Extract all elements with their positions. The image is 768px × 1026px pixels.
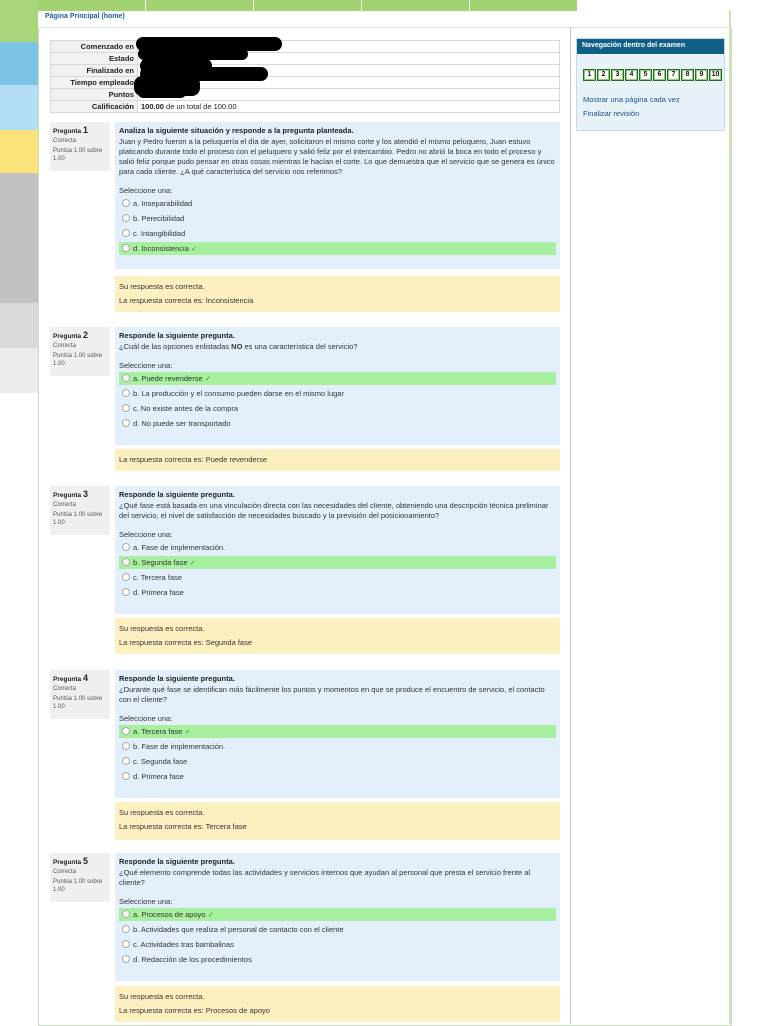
feedback-box <box>115 618 560 654</box>
answer-option[interactable]: d. Primera fase <box>119 586 556 599</box>
grade-score: 100.00 <box>141 102 164 111</box>
answer-option-correct[interactable]: a. Tercera fase ✓ <box>119 725 556 738</box>
radio-button[interactable] <box>122 419 130 427</box>
summary-label: Calificación <box>51 101 138 113</box>
question-text: ¿Durante qué fase se identifican más fácilmente los puntos y momentos en que se produce el encuentro de servicio, el contacto con el cliente? <box>119 685 545 704</box>
question-info <box>50 327 110 376</box>
radio-button[interactable] <box>122 199 130 207</box>
question-heading: Analiza la siguiente situación y responde a la pregunta planteada. <box>119 126 354 135</box>
summary-label: Tiempo empleado <box>51 77 138 89</box>
finish-review-link[interactable]: Finalizar revisión <box>583 109 640 118</box>
question-points: Puntúa 1.00 sobre 1.00 <box>53 879 103 893</box>
feedback-text: Su respuesta es correcta. <box>119 808 205 817</box>
feedback-text: Su respuesta es correcta. <box>119 624 205 633</box>
check-icon: ✓ <box>184 727 191 736</box>
radio-button[interactable] <box>122 404 130 412</box>
answer-option-correct[interactable]: a. Procesos de apoyo ✓ <box>119 908 556 921</box>
breadcrumb-home-link[interactable]: Página Principal (home) <box>45 13 125 20</box>
question-text: ¿Qué fase está basada en una vinculación directa con las necesidades del cliente, obteniendo una descripción técnica preliminar del servicio, el nivel de satisfacción de necesidades buscado y la previsión del posicionamiento? <box>119 501 549 520</box>
question-state: Correcta <box>53 138 77 144</box>
answer-option-correct[interactable]: a. Puede revenderse ✓ <box>119 372 556 385</box>
correct-answer-text: La respuesta correcta es: Inconsistencia <box>119 296 254 305</box>
question-state: Correcta <box>53 343 77 349</box>
question-text: Juan y Pedro fueron a la peluquería el día de ayer, solicitaron el mismo corte y los atendió el mismo peluquero, Juan estuvo platicando durante todo el proceso con el peluquero y salió feliz por el intercambio. Pedro no abrió la boca en todo el proceso y salió feliz porque pudo pensar en otras cosas mientras le hacían el corte. Lo que demuestra que el servicio que se genera es único para cada cliente. ¿A qué característica del servicio nos referimos? <box>119 137 555 176</box>
radio-button[interactable] <box>122 925 130 933</box>
question-heading: Responde la siguiente pregunta. <box>119 490 235 499</box>
answer-option[interactable]: b. Perecibilidad <box>119 212 556 225</box>
nav-question-button[interactable]: 2 <box>597 69 610 81</box>
question-content <box>115 670 560 798</box>
column-divider <box>570 27 571 1024</box>
answer-option[interactable]: d. No puede ser transportado <box>119 417 556 430</box>
select-one-label: Seleccione una: <box>119 361 173 370</box>
question-points: Puntúa 1.00 sobre 1.00 <box>53 696 103 710</box>
question-text: ¿Qué elemento comprende todas las actividades y servicios internos que ayudan al personal que presta el servicio frente al cliente? <box>119 868 531 887</box>
radio-button[interactable] <box>122 229 130 237</box>
question-number: Pregunta 4 <box>53 673 88 683</box>
answer-option[interactable]: b. Fase de implementación. <box>119 740 556 753</box>
correct-answer-text: La respuesta correcta es: Puede revenderse <box>119 455 268 464</box>
question-number: Pregunta 3 <box>53 489 88 499</box>
radio-button[interactable] <box>122 742 130 750</box>
question-points: Puntúa 1.00 sobre 1.00 <box>53 512 103 526</box>
nav-question-button[interactable]: 7 <box>667 69 680 81</box>
answer-option[interactable]: d. Redacción de los procedimientos <box>119 953 556 966</box>
answer-option[interactable]: a. Fase de implementación. <box>119 541 556 554</box>
question-state: Correcta <box>53 502 77 508</box>
question-info <box>50 853 110 902</box>
answer-option-correct[interactable]: b. Segunda fase ✓ <box>119 556 556 569</box>
radio-button-selected[interactable] <box>122 374 130 382</box>
answer-option-correct[interactable]: d. Inconsistencia ✓ <box>119 242 556 255</box>
feedback-box <box>115 449 560 471</box>
attempt-summary-table <box>50 40 560 113</box>
radio-button[interactable] <box>122 588 130 596</box>
grade-total: de un total de 100.00 <box>163 102 237 111</box>
check-icon: ✓ <box>207 910 214 919</box>
answer-option[interactable]: b. Actividades que realiza el personal de contacto con el cliente <box>119 923 556 936</box>
question-content <box>115 486 560 614</box>
answer-option[interactable]: c. No existe antes de la compra <box>119 402 556 415</box>
radio-button[interactable] <box>122 543 130 551</box>
question-content <box>115 122 560 269</box>
nav-question-button[interactable]: 10 <box>709 69 722 81</box>
check-icon: ✓ <box>204 374 212 383</box>
radio-button-selected[interactable] <box>122 244 130 252</box>
question-points: Puntúa 1.00 sobre 1.00 <box>53 353 103 367</box>
nav-question-button[interactable]: 5 <box>639 69 652 81</box>
radio-button[interactable] <box>122 573 130 581</box>
summary-label: Comenzado en <box>51 41 138 53</box>
summary-label: Finalizado en <box>51 65 138 77</box>
grade-value <box>138 101 560 113</box>
question-state: Correcta <box>53 686 77 692</box>
left-color-strip <box>0 0 38 1024</box>
question-info <box>50 486 110 535</box>
select-one-label: Seleccione una: <box>119 530 173 539</box>
answer-option[interactable]: b. La producción y el consumo pueden darse en el mismo lugar <box>119 387 556 400</box>
check-icon: ✓ <box>190 244 198 253</box>
question-points: Puntúa 1.00 sobre 1.00 <box>53 148 103 162</box>
nav-question-button[interactable]: 8 <box>681 69 694 81</box>
radio-button[interactable] <box>122 389 130 397</box>
answer-option[interactable]: d. Primera fase <box>119 770 556 783</box>
radio-button[interactable] <box>122 955 130 963</box>
correct-answer-text: La respuesta correcta es: Tercera fase <box>119 822 247 831</box>
answer-option[interactable]: a. Inseparabilidad <box>119 197 556 210</box>
nav-question-button[interactable]: 1 <box>583 69 596 81</box>
top-tabs <box>38 0 578 11</box>
answer-option[interactable]: c. Segunda fase <box>119 755 556 768</box>
radio-button[interactable] <box>122 940 130 948</box>
correct-answer-text: La respuesta correcta es: Procesos de apoyo <box>119 1006 270 1015</box>
question-info <box>50 670 110 719</box>
redaction-mark <box>138 88 186 98</box>
answer-option[interactable]: c. Actividades tras bambalinas <box>119 938 556 951</box>
question-number: Pregunta 5 <box>53 856 88 866</box>
answer-option[interactable]: c. Tercera fase <box>119 571 556 584</box>
check-icon: ✓ <box>189 558 197 567</box>
select-one-label: Seleccione una: <box>119 186 173 195</box>
question-heading: Responde la siguiente pregunta. <box>119 674 235 683</box>
answer-option[interactable]: c. Intangibilidad <box>119 227 556 240</box>
nav-question-button[interactable]: 6 <box>653 69 666 81</box>
question-heading: Responde la siguiente pregunta. <box>119 331 235 340</box>
feedback-box <box>115 276 560 312</box>
radio-button-selected[interactable] <box>122 727 130 735</box>
nav-question-button[interactable]: 4 <box>625 69 638 81</box>
quiz-navigation-title: Navegación dentro del examen <box>577 39 724 54</box>
top-tab[interactable] <box>362 0 470 11</box>
feedback-box <box>115 802 560 840</box>
summary-label: Puntos <box>51 89 138 101</box>
radio-button-selected[interactable] <box>122 910 130 918</box>
question-state: Correcta <box>53 869 77 875</box>
question-text: ¿Cuál de las opciones enlistadas NO es una característica del servicio? <box>119 342 358 351</box>
question-nav-buttons <box>583 63 723 84</box>
feedback-box <box>115 986 560 1022</box>
select-one-label: Seleccione una: <box>119 897 173 906</box>
question-number: Pregunta 1 <box>53 125 88 135</box>
nav-question-button[interactable]: 9 <box>695 69 708 81</box>
top-tab[interactable] <box>254 0 362 11</box>
radio-button-selected[interactable] <box>122 558 130 566</box>
radio-button[interactable] <box>122 214 130 222</box>
correct-answer-text: La respuesta correcta es: Segunda fase <box>119 638 253 647</box>
feedback-text: Su respuesta es correcta. <box>119 992 205 1001</box>
question-content <box>115 327 560 445</box>
quiz-navigation-panel <box>576 38 725 131</box>
question-heading: Responde la siguiente pregunta. <box>119 857 235 866</box>
summary-label: Estado <box>51 53 138 65</box>
summary-value <box>138 89 560 101</box>
nav-question-button[interactable]: 3 <box>611 69 624 81</box>
top-tab[interactable] <box>38 0 146 11</box>
radio-button[interactable] <box>122 772 130 780</box>
question-content <box>115 853 560 981</box>
radio-button[interactable] <box>122 757 130 765</box>
question-number: Pregunta 2 <box>53 330 88 340</box>
top-tab[interactable] <box>146 0 254 11</box>
show-one-page-link[interactable]: Mostrar una página cada vez <box>583 95 680 104</box>
select-one-label: Seleccione una: <box>119 714 173 723</box>
right-border <box>729 10 731 1024</box>
question-info <box>50 122 110 171</box>
feedback-text: Su respuesta es correcta. <box>119 282 205 291</box>
top-tab[interactable] <box>470 0 578 11</box>
